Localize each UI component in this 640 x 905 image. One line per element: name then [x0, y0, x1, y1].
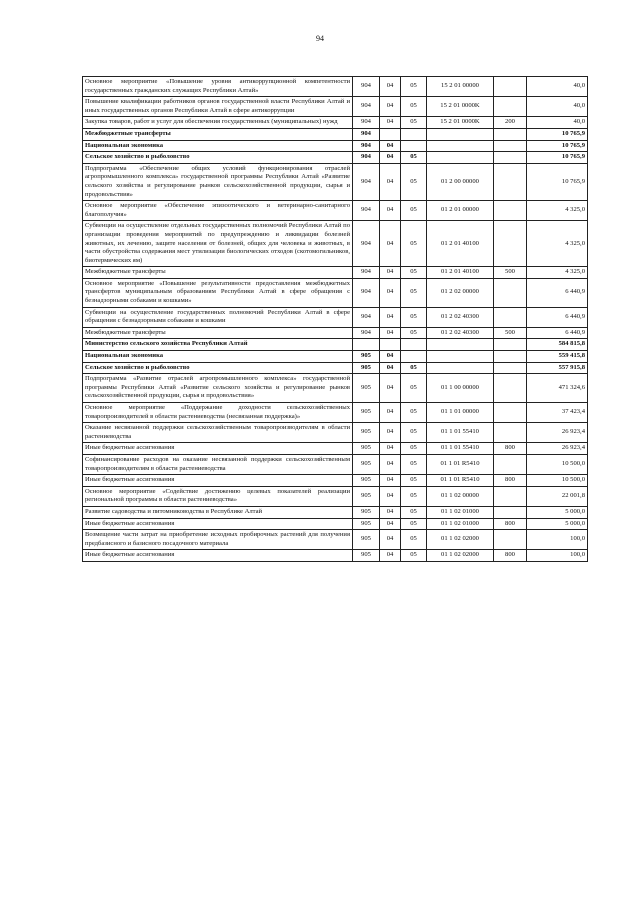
cell-amount: 100,0 — [527, 550, 588, 562]
cell-amount: 40,0 — [527, 77, 588, 97]
cell-amount: 4 325,0 — [527, 201, 588, 221]
cell-ministry: 904 — [353, 307, 380, 327]
cell-target-article: 15 2 01 00000 — [427, 77, 494, 97]
cell-ministry: 904 — [353, 221, 380, 267]
cell-expense-type — [494, 403, 527, 423]
cell-name: Основное мероприятие «Поддержание доходности сельскохозяйственных товаропроизводителей в области растениеводства (несвязанная поддержка)» — [83, 403, 353, 423]
cell-subsection: 05 — [401, 454, 427, 474]
cell-section: 04 — [380, 475, 401, 487]
cell-section: 04 — [380, 530, 401, 550]
cell-subsection: 05 — [401, 327, 427, 339]
cell-target-article — [427, 351, 494, 363]
cell-section — [380, 128, 401, 140]
table-row — [83, 550, 588, 562]
cell-subsection: 05 — [401, 374, 427, 403]
cell-amount: 10 765,9 — [527, 152, 588, 164]
cell-expense-type — [494, 423, 527, 443]
table-row — [83, 278, 588, 307]
cell-ministry: 905 — [353, 506, 380, 518]
cell-target-article: 01 2 01 40100 — [427, 267, 494, 279]
cell-ministry: 904 — [353, 267, 380, 279]
cell-target-article: 01 1 02 02000 — [427, 550, 494, 562]
cell-amount: 100,0 — [527, 530, 588, 550]
table-row — [83, 454, 588, 474]
cell-name: Оказание несвязанной поддержки сельскохозяйственным товаропроизводителям в области растениеводства — [83, 423, 353, 443]
cell-name: Иные бюджетные ассигнования — [83, 475, 353, 487]
cell-ministry: 905 — [353, 475, 380, 487]
cell-section: 04 — [380, 221, 401, 267]
cell-subsection — [401, 128, 427, 140]
cell-expense-type — [494, 152, 527, 164]
cell-ministry: 905 — [353, 403, 380, 423]
cell-amount: 10 765,9 — [527, 163, 588, 200]
cell-section: 04 — [380, 97, 401, 117]
cell-section: 04 — [380, 362, 401, 374]
cell-name: Национальная экономика — [83, 351, 353, 363]
cell-name: Сельское хозяйство и рыболовство — [83, 362, 353, 374]
table-row — [83, 221, 588, 267]
cell-name: Иные бюджетные ассигнования — [83, 550, 353, 562]
cell-expense-type — [494, 506, 527, 518]
cell-name: Иные бюджетные ассигнования — [83, 443, 353, 455]
cell-section: 04 — [380, 454, 401, 474]
cell-name: Межбюджетные трансферты — [83, 267, 353, 279]
cell-subsection: 05 — [401, 362, 427, 374]
table-row — [83, 163, 588, 200]
cell-expense-type — [494, 339, 527, 351]
cell-expense-type — [494, 163, 527, 200]
cell-amount: 557 915,8 — [527, 362, 588, 374]
cell-subsection: 05 — [401, 475, 427, 487]
cell-section: 04 — [380, 351, 401, 363]
cell-expense-type — [494, 351, 527, 363]
cell-ministry: 905 — [353, 351, 380, 363]
cell-name: Иные бюджетные ассигнования — [83, 518, 353, 530]
cell-target-article: 15 2 01 0000K — [427, 97, 494, 117]
table-row — [83, 530, 588, 550]
cell-name: Основное мероприятие «Повышение результативности предоставления межбюджетных трансфертов муниципальным образованиям Республики Алтай в сфере обращения с безнадзорными собаками и кошками» — [83, 278, 353, 307]
table-row — [83, 307, 588, 327]
cell-ministry: 904 — [353, 152, 380, 164]
cell-ministry: 904 — [353, 201, 380, 221]
cell-expense-type: 200 — [494, 117, 527, 129]
cell-amount: 37 423,4 — [527, 403, 588, 423]
cell-amount: 26 923,4 — [527, 423, 588, 443]
cell-section: 04 — [380, 201, 401, 221]
cell-section: 04 — [380, 423, 401, 443]
cell-subsection: 05 — [401, 486, 427, 506]
cell-expense-type — [494, 140, 527, 152]
cell-subsection: 05 — [401, 506, 427, 518]
cell-ministry: 905 — [353, 486, 380, 506]
cell-expense-type — [494, 307, 527, 327]
table-row — [83, 475, 588, 487]
cell-ministry: 905 — [353, 443, 380, 455]
table-row — [83, 506, 588, 518]
cell-subsection: 05 — [401, 117, 427, 129]
cell-subsection: 05 — [401, 221, 427, 267]
cell-subsection: 05 — [401, 278, 427, 307]
cell-target-article — [427, 140, 494, 152]
cell-name: Основное мероприятие «Повышение уровня антикоррупционной компетентности государственных гражданских служащих Республики Алтай» — [83, 77, 353, 97]
cell-expense-type: 500 — [494, 327, 527, 339]
table-row — [83, 327, 588, 339]
cell-ministry: 905 — [353, 454, 380, 474]
cell-subsection: 05 — [401, 550, 427, 562]
cell-expense-type — [494, 362, 527, 374]
cell-expense-type — [494, 486, 527, 506]
cell-subsection — [401, 140, 427, 152]
cell-expense-type — [494, 374, 527, 403]
cell-section: 04 — [380, 506, 401, 518]
cell-section: 04 — [380, 77, 401, 97]
cell-name: Основное мероприятие «Содействие достижению целевых показателей реализации региональной программы в области растениеводства» — [83, 486, 353, 506]
cell-ministry: 904 — [353, 163, 380, 200]
cell-name: Субвенции на осуществление государственных полномочий Республики Алтай в сфере обращения с безнадзорными собаками и кошками — [83, 307, 353, 327]
cell-ministry: 904 — [353, 117, 380, 129]
cell-ministry: 904 — [353, 77, 380, 97]
cell-section: 04 — [380, 267, 401, 279]
cell-section: 04 — [380, 152, 401, 164]
cell-expense-type — [494, 201, 527, 221]
table-row — [83, 518, 588, 530]
cell-name: Национальная экономика — [83, 140, 353, 152]
cell-amount: 40,0 — [527, 97, 588, 117]
cell-ministry: 905 — [353, 530, 380, 550]
cell-subsection: 05 — [401, 518, 427, 530]
cell-subsection: 05 — [401, 267, 427, 279]
cell-target-article: 01 1 01 R5410 — [427, 454, 494, 474]
cell-section: 04 — [380, 307, 401, 327]
cell-subsection: 05 — [401, 77, 427, 97]
cell-section: 04 — [380, 486, 401, 506]
cell-target-article: 01 2 02 00000 — [427, 278, 494, 307]
cell-amount: 6 440,9 — [527, 307, 588, 327]
cell-subsection: 05 — [401, 443, 427, 455]
cell-amount: 6 440,9 — [527, 278, 588, 307]
budget-table-body — [83, 77, 588, 562]
cell-amount: 471 324,6 — [527, 374, 588, 403]
cell-target-article: 01 2 01 00000 — [427, 201, 494, 221]
cell-expense-type: 800 — [494, 475, 527, 487]
table-row — [83, 152, 588, 164]
cell-name: Сельское хозяйство и рыболовство — [83, 152, 353, 164]
cell-section: 04 — [380, 403, 401, 423]
cell-target-article: 01 1 01 00000 — [427, 403, 494, 423]
cell-subsection: 05 — [401, 530, 427, 550]
table-row — [83, 374, 588, 403]
cell-target-article: 01 1 02 01000 — [427, 506, 494, 518]
cell-section: 04 — [380, 443, 401, 455]
cell-name: Закупка товаров, работ и услуг для обеспечения государственных (муниципальных) нужд — [83, 117, 353, 129]
cell-target-article — [427, 152, 494, 164]
cell-ministry: 904 — [353, 128, 380, 140]
budget-table — [82, 76, 588, 562]
table-row — [83, 97, 588, 117]
cell-expense-type — [494, 454, 527, 474]
table-row — [83, 128, 588, 140]
cell-section: 04 — [380, 327, 401, 339]
cell-subsection: 05 — [401, 423, 427, 443]
cell-name: Повышение квалификации работников органов государственной власти Республики Алтай и иных государственных органов Республики Алтай в сфере антикоррупции — [83, 97, 353, 117]
cell-section: 04 — [380, 518, 401, 530]
table-row — [83, 267, 588, 279]
cell-target-article: 01 1 01 R5410 — [427, 475, 494, 487]
cell-name: Развитие садоводства и питомниководства в Республике Алтай — [83, 506, 353, 518]
cell-target-article: 01 2 02 40300 — [427, 307, 494, 327]
table-row — [83, 443, 588, 455]
cell-target-article: 15 2 01 0000K — [427, 117, 494, 129]
cell-ministry — [353, 339, 380, 351]
cell-expense-type — [494, 278, 527, 307]
cell-target-article: 01 2 01 40100 — [427, 221, 494, 267]
cell-expense-type — [494, 128, 527, 140]
cell-section: 04 — [380, 117, 401, 129]
cell-amount: 5 000,0 — [527, 518, 588, 530]
cell-section: 04 — [380, 278, 401, 307]
cell-subsection: 05 — [401, 152, 427, 164]
cell-amount: 559 415,8 — [527, 351, 588, 363]
cell-target-article: 01 1 02 00000 — [427, 486, 494, 506]
cell-target-article: 01 1 01 55410 — [427, 443, 494, 455]
cell-name: Субвенции на осуществление отдельных государственных полномочий Республики Алтай по организации проведения мероприятий по предупреждению и ликвидации болезней животных, их лечению, защите населения от болезней, общих для человека и животных, в части обустройства содержания мест утилизации биологических отходов (скотомогильников, биотермических ям) — [83, 221, 353, 267]
cell-target-article: 01 2 02 40300 — [427, 327, 494, 339]
table-row — [83, 351, 588, 363]
cell-name: Возмещение части затрат на приобретение исходных пробирочных растений для получения предбазисного и базисного посадочного материала — [83, 530, 353, 550]
cell-target-article — [427, 339, 494, 351]
cell-amount: 22 001,8 — [527, 486, 588, 506]
cell-amount: 4 325,0 — [527, 221, 588, 267]
table-row — [83, 117, 588, 129]
cell-section — [380, 339, 401, 351]
cell-ministry: 904 — [353, 140, 380, 152]
cell-expense-type: 800 — [494, 550, 527, 562]
cell-amount: 26 923,4 — [527, 443, 588, 455]
cell-name: Межбюджетные трансферты — [83, 128, 353, 140]
table-row — [83, 140, 588, 152]
cell-target-article: 01 1 01 55410 — [427, 423, 494, 443]
cell-amount: 10 765,9 — [527, 128, 588, 140]
cell-amount: 4 325,0 — [527, 267, 588, 279]
table-row — [83, 201, 588, 221]
cell-target-article — [427, 128, 494, 140]
cell-subsection — [401, 339, 427, 351]
cell-ministry: 905 — [353, 518, 380, 530]
cell-subsection: 05 — [401, 163, 427, 200]
cell-expense-type — [494, 221, 527, 267]
cell-expense-type — [494, 97, 527, 117]
page-number: 94 — [316, 34, 324, 43]
cell-amount: 40,0 — [527, 117, 588, 129]
cell-subsection — [401, 351, 427, 363]
cell-amount: 6 440,9 — [527, 327, 588, 339]
cell-ministry: 904 — [353, 278, 380, 307]
cell-amount: 10 765,9 — [527, 140, 588, 152]
cell-expense-type: 500 — [494, 267, 527, 279]
cell-expense-type — [494, 530, 527, 550]
table-row — [83, 339, 588, 351]
cell-ministry: 905 — [353, 362, 380, 374]
cell-target-article — [427, 362, 494, 374]
table-row — [83, 486, 588, 506]
cell-ministry: 904 — [353, 327, 380, 339]
cell-section: 04 — [380, 163, 401, 200]
cell-name: Подпрограмма «Обеспечение общих условий функционирования отраслей агропромышленного комплекса» государственной программы Республики Алтай «Развитие сельского хозяйства и регулирование рынков сельскохозяйственной продукции, сырья и продовольствия» — [83, 163, 353, 200]
cell-target-article: 01 1 02 02000 — [427, 530, 494, 550]
cell-ministry: 905 — [353, 423, 380, 443]
cell-name: Межбюджетные трансферты — [83, 327, 353, 339]
cell-subsection: 05 — [401, 201, 427, 221]
cell-subsection: 05 — [401, 403, 427, 423]
cell-ministry: 905 — [353, 550, 380, 562]
cell-amount: 5 000,0 — [527, 506, 588, 518]
cell-amount: 10 500,0 — [527, 454, 588, 474]
cell-subsection: 05 — [401, 307, 427, 327]
cell-ministry: 905 — [353, 374, 380, 403]
cell-section: 04 — [380, 550, 401, 562]
cell-name: Софинансирование расходов на оказание несвязанной поддержки сельскохозяйственным товаропроизводителям в области растениеводства — [83, 454, 353, 474]
cell-name: Основное мероприятие «Обеспечение эпизоотического и ветеринарно-санитарного благополучия» — [83, 201, 353, 221]
cell-target-article: 01 1 02 01000 — [427, 518, 494, 530]
cell-subsection: 05 — [401, 97, 427, 117]
cell-expense-type — [494, 77, 527, 97]
cell-section: 04 — [380, 140, 401, 152]
table-row — [83, 77, 588, 97]
cell-amount: 10 500,0 — [527, 475, 588, 487]
cell-expense-type: 800 — [494, 518, 527, 530]
cell-target-article: 01 2 00 00000 — [427, 163, 494, 200]
cell-target-article: 01 1 00 00000 — [427, 374, 494, 403]
table-row — [83, 423, 588, 443]
cell-name: Министерство сельского хозяйства Республики Алтай — [83, 339, 353, 351]
cell-amount: 584 815,8 — [527, 339, 588, 351]
table-row — [83, 403, 588, 423]
table-row — [83, 362, 588, 374]
cell-name: Подпрограмма «Развитие отраслей агропромышленного комплекса» государственной программы Республики Алтай «Развитие сельского хозяйства и регулирование рынков сельскохозяйственной продукции, сырья и продовольствия» — [83, 374, 353, 403]
cell-ministry: 904 — [353, 97, 380, 117]
cell-section: 04 — [380, 374, 401, 403]
cell-expense-type: 800 — [494, 443, 527, 455]
